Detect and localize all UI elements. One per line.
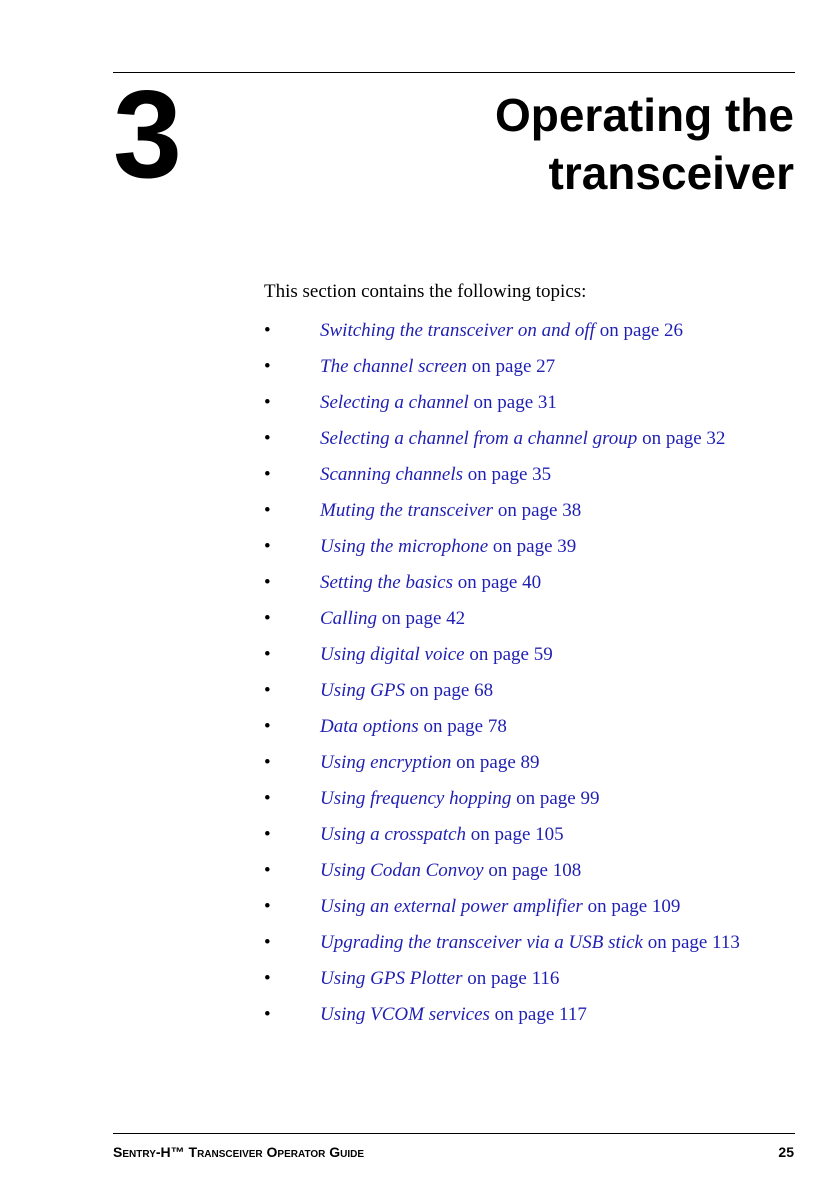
bullet-icon: •	[264, 500, 271, 521]
topic-entry	[320, 1002, 587, 1028]
topic-page-ref: on page 42	[377, 608, 466, 629]
topic-entry	[320, 786, 600, 812]
bullet-icon: •	[264, 644, 271, 665]
topic-entry	[320, 390, 557, 416]
topic-entry	[320, 822, 564, 848]
topic-link[interactable]: Selecting a channel	[320, 392, 469, 413]
topic-entry	[320, 678, 493, 704]
chapter-title-line-1: Operating the	[494, 89, 794, 141]
bullet-icon: •	[264, 320, 271, 341]
topic-link[interactable]: Calling	[320, 608, 378, 629]
topic-entry	[320, 642, 553, 668]
topic-page-ref: on page 89	[451, 752, 540, 773]
bullet-icon: •	[264, 680, 271, 701]
topic-page-ref: on page 26	[594, 320, 684, 341]
topic-page-ref: on page 35	[463, 464, 552, 485]
topic-link[interactable]: Scanning channels	[320, 464, 464, 485]
footer-title: Sentry-H™ Transceiver Operator Guide	[113, 1144, 365, 1160]
topic-page-ref: on page 27	[467, 356, 556, 377]
topic-page-ref: on page 68	[404, 680, 494, 701]
topic-page-ref: on page 105	[466, 824, 564, 845]
topic-link[interactable]: Setting the basics	[320, 572, 453, 593]
topic-link[interactable]: The channel screen	[320, 356, 468, 377]
topic-entry	[320, 570, 541, 596]
topic-entry	[320, 966, 559, 992]
topic-entry	[320, 750, 540, 776]
topic-page-ref: on page 117	[489, 1004, 587, 1025]
topic-entry	[320, 318, 683, 344]
bullet-icon: •	[264, 428, 271, 449]
topic-page-ref: on page 40	[452, 572, 542, 593]
topic-entry	[320, 354, 555, 380]
bullet-icon: •	[264, 752, 271, 773]
topic-page-ref: on page 78	[418, 716, 507, 737]
topic-link[interactable]: Using digital voice	[320, 644, 465, 665]
topic-entry	[320, 462, 551, 488]
topic-link[interactable]: Data options	[320, 716, 419, 737]
bullet-icon: •	[264, 464, 271, 485]
topic-page-ref: on page 38	[493, 500, 582, 521]
topic-link[interactable]: Upgrading the transceiver via a USB stick	[320, 932, 643, 953]
chapter-title-line-2: transceiver	[548, 147, 794, 199]
header-rule	[113, 72, 795, 73]
chapter-title	[495, 86, 794, 202]
topic-page-ref: on page 59	[464, 644, 553, 665]
topic-entry	[320, 714, 507, 740]
topic-page-ref: on page 108	[483, 860, 582, 881]
topic-link[interactable]: Using GPS	[320, 680, 405, 701]
page-number: 25	[778, 1144, 794, 1160]
topic-link[interactable]: Switching the transceiver on and off	[320, 320, 595, 341]
bullet-icon: •	[264, 860, 271, 881]
bullet-icon: •	[264, 392, 271, 413]
footer-rule	[113, 1133, 795, 1134]
bullet-icon: •	[264, 716, 271, 737]
topic-link[interactable]: Using Codan Convoy	[320, 860, 484, 881]
topic-entry	[320, 606, 465, 632]
bullet-icon: •	[264, 968, 271, 989]
bullet-icon: •	[264, 932, 271, 953]
bullet-icon: •	[264, 896, 271, 917]
topic-page-ref: on page 116	[462, 968, 560, 989]
topic-page-ref: on page 99	[511, 788, 600, 809]
topic-entry	[320, 498, 581, 524]
topic-entry	[320, 930, 740, 956]
topic-link[interactable]: Muting the transceiver	[320, 500, 494, 521]
topic-page-ref: on page 32	[637, 428, 726, 449]
topic-entry	[320, 858, 581, 884]
topic-page-ref: on page 39	[488, 536, 577, 557]
topic-page-ref: on page 113	[642, 932, 740, 953]
topic-entry	[320, 426, 725, 452]
topic-entry	[320, 894, 680, 920]
bullet-icon: •	[264, 356, 271, 377]
bullet-icon: •	[264, 824, 271, 845]
topic-entry	[320, 534, 576, 560]
topic-link[interactable]: Using the microphone	[320, 536, 489, 557]
topic-page-ref: on page 109	[582, 896, 681, 917]
topic-link[interactable]: Using a crosspatch	[320, 824, 467, 845]
bullet-icon: •	[264, 608, 271, 629]
topic-link[interactable]: Using encryption	[320, 752, 452, 773]
topic-link[interactable]: Using frequency hopping	[320, 788, 512, 809]
bullet-icon: •	[264, 788, 271, 809]
chapter-number: 3	[113, 66, 182, 204]
topic-link[interactable]: Using GPS Plotter	[320, 968, 463, 989]
topic-link[interactable]: Using an external power amplifier	[320, 896, 583, 917]
bullet-icon: •	[264, 1004, 271, 1025]
topic-page-ref: on page 31	[468, 392, 557, 413]
section-intro: This section contains the following topics:	[264, 281, 587, 302]
bullet-icon: •	[264, 536, 271, 557]
topic-link[interactable]: Using VCOM services	[320, 1004, 490, 1025]
topic-link[interactable]: Selecting a channel from a channel group	[320, 428, 638, 449]
bullet-icon: •	[264, 572, 271, 593]
